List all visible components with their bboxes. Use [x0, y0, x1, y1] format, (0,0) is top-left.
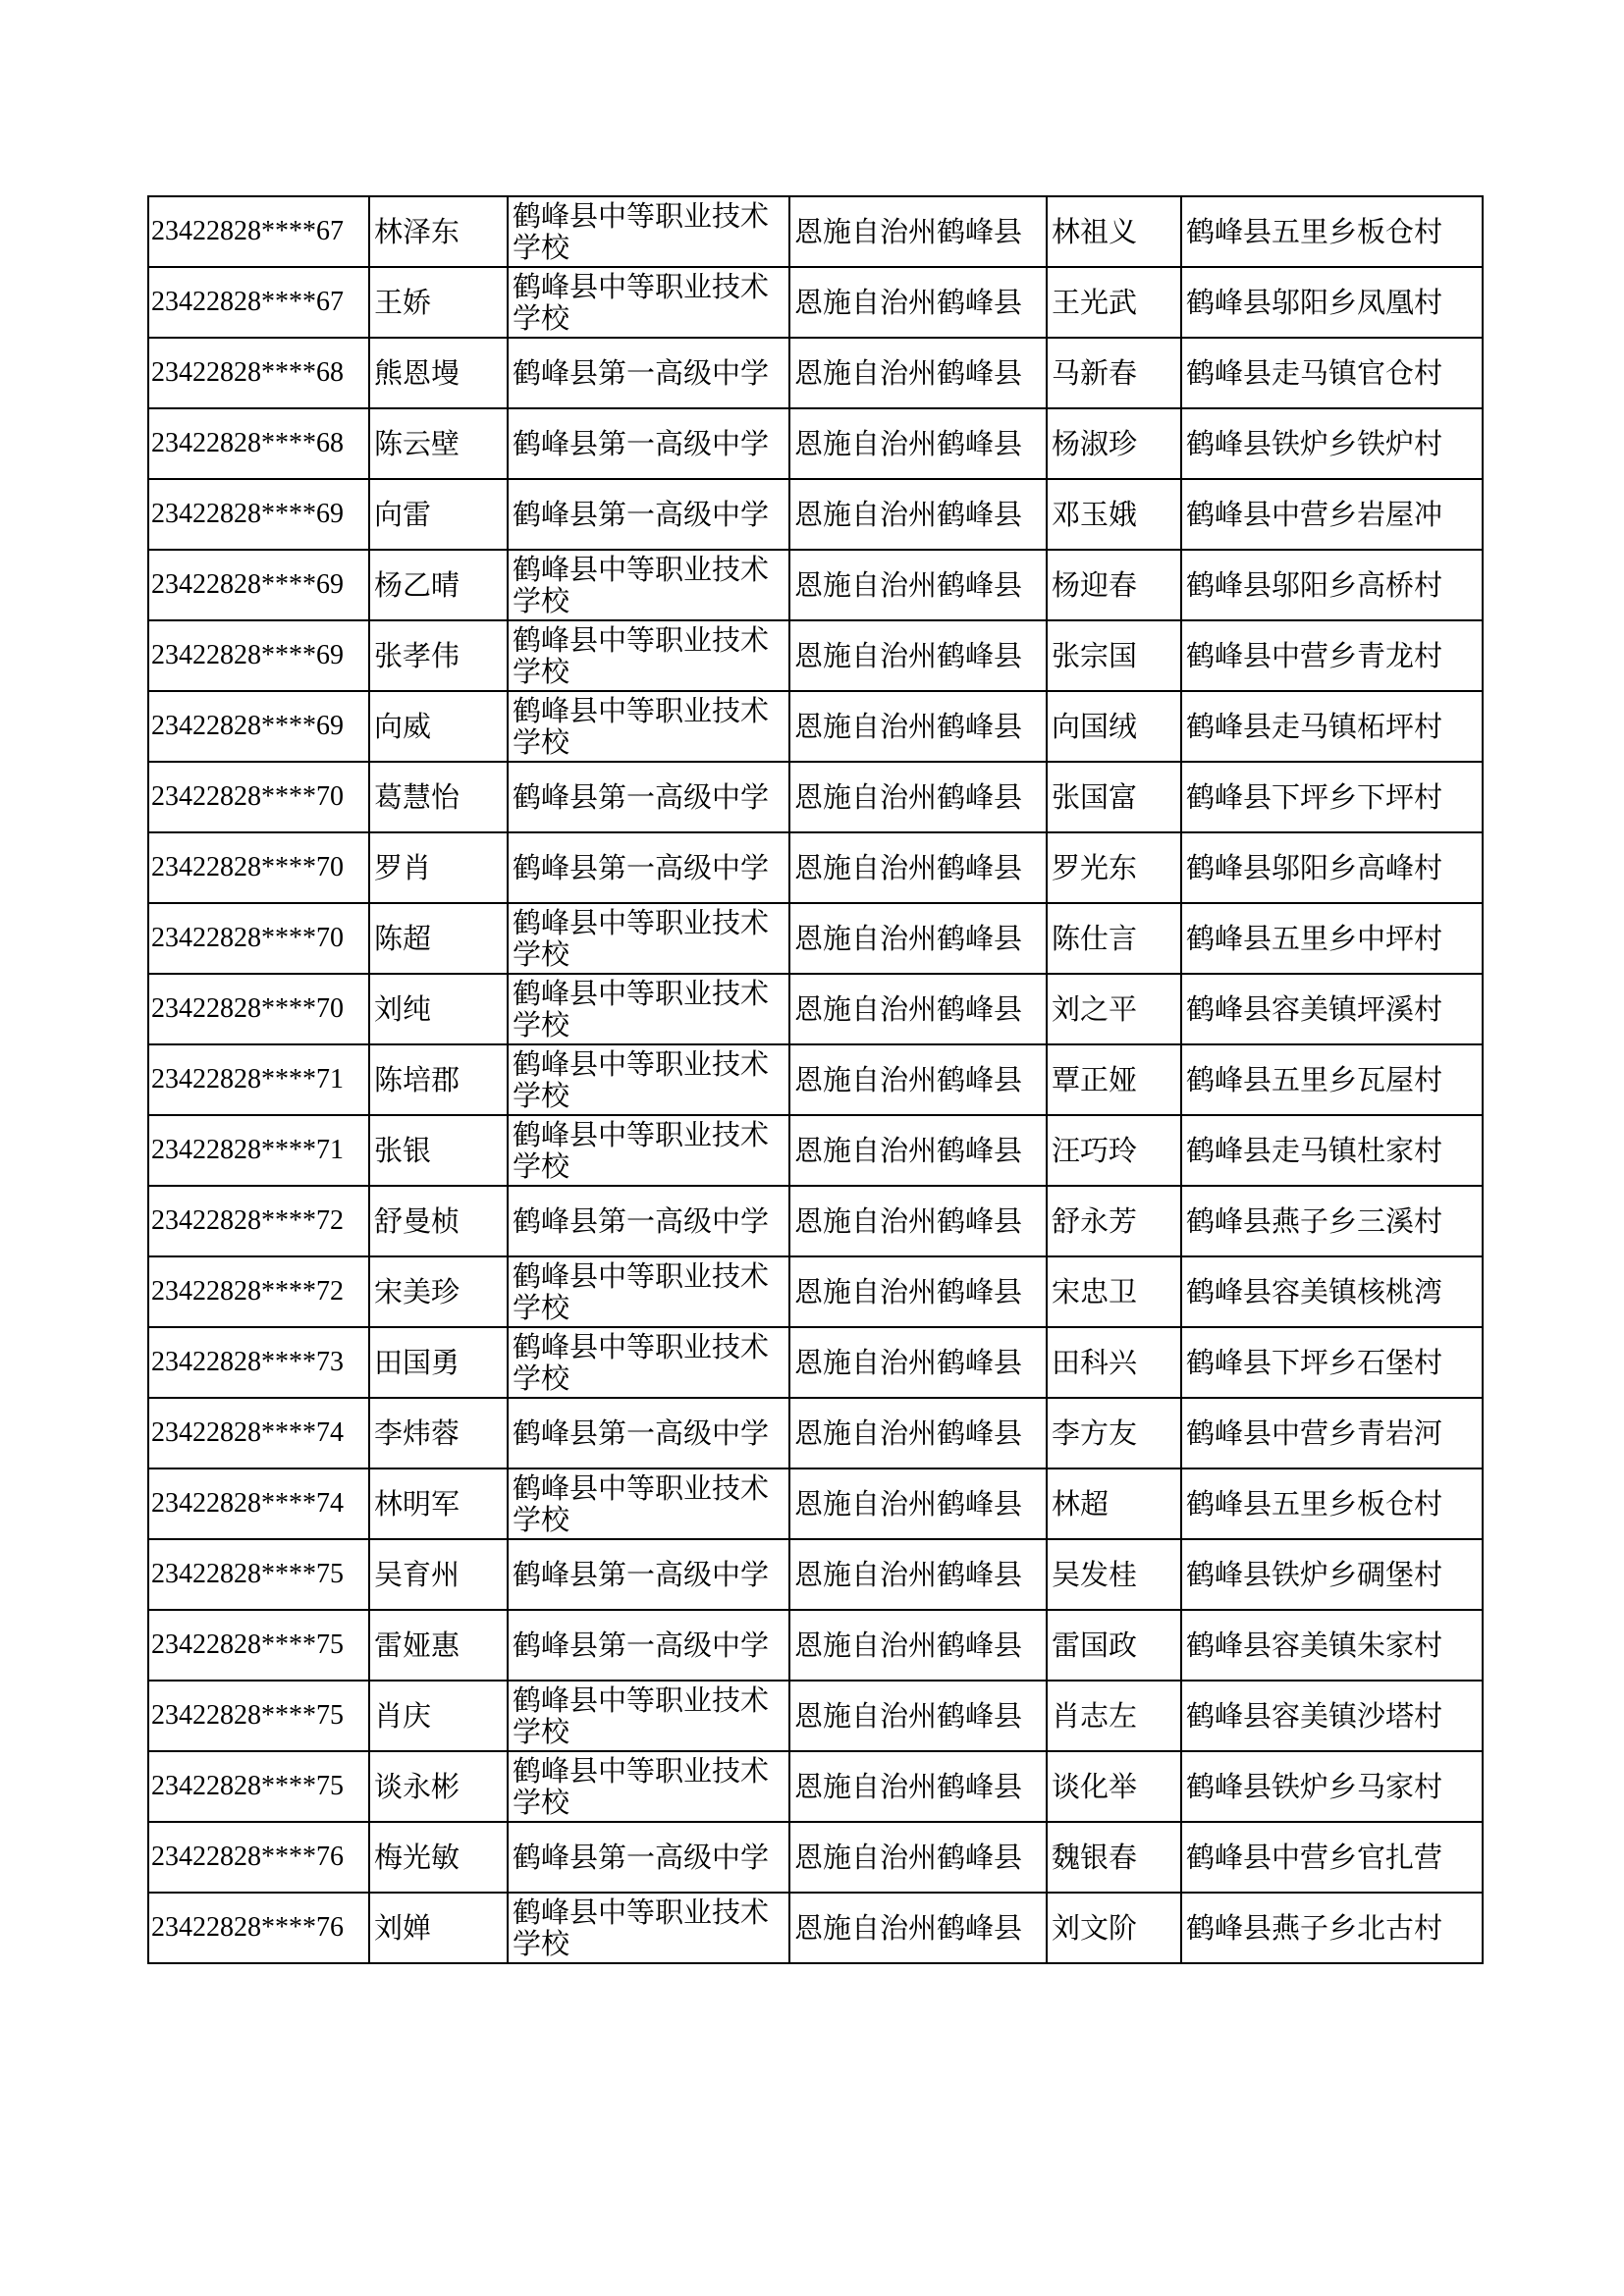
table-row — [148, 267, 1483, 338]
id-number-cell: 23422828****76 — [148, 1822, 369, 1893]
student-name-cell: 刘纯 — [369, 974, 508, 1044]
table-row — [148, 1468, 1483, 1539]
id-number-cell: 23422828****69 — [148, 479, 369, 550]
guardian-name-cell: 向国绒 — [1047, 691, 1181, 762]
guardian-name-cell: 林祖义 — [1047, 196, 1181, 267]
school-cell: 鹤峰县中等职业技术学校 — [508, 1893, 789, 1963]
region-cell: 恩施自治州鹤峰县 — [789, 1256, 1047, 1327]
address-cell: 鹤峰县中营乡青龙村 — [1181, 620, 1483, 691]
table-row — [148, 832, 1483, 903]
region-cell: 恩施自治州鹤峰县 — [789, 762, 1047, 832]
student-name-cell: 梅光敏 — [369, 1822, 508, 1893]
table-row — [148, 1044, 1483, 1115]
region-cell: 恩施自治州鹤峰县 — [789, 1681, 1047, 1751]
id-number-cell: 23422828****75 — [148, 1539, 369, 1610]
region-cell: 恩施自治州鹤峰县 — [789, 196, 1047, 267]
region-cell: 恩施自治州鹤峰县 — [789, 1539, 1047, 1610]
student-name-cell: 陈云壁 — [369, 408, 508, 479]
school-cell: 鹤峰县中等职业技术学校 — [508, 267, 789, 338]
id-number-cell: 23422828****69 — [148, 691, 369, 762]
address-cell: 鹤峰县容美镇坪溪村 — [1181, 974, 1483, 1044]
id-number-cell: 23422828****69 — [148, 550, 369, 620]
guardian-name-cell: 宋忠卫 — [1047, 1256, 1181, 1327]
student-name-cell: 肖庆 — [369, 1681, 508, 1751]
id-number-cell: 23422828****75 — [148, 1681, 369, 1751]
region-cell: 恩施自治州鹤峰县 — [789, 267, 1047, 338]
school-cell: 鹤峰县中等职业技术学校 — [508, 1327, 789, 1398]
student-name-cell: 林明军 — [369, 1468, 508, 1539]
school-cell: 鹤峰县第一高级中学 — [508, 832, 789, 903]
school-cell: 鹤峰县中等职业技术学校 — [508, 903, 789, 974]
region-cell: 恩施自治州鹤峰县 — [789, 1822, 1047, 1893]
student-name-cell: 杨乙晴 — [369, 550, 508, 620]
guardian-name-cell: 张宗国 — [1047, 620, 1181, 691]
guardian-name-cell: 刘之平 — [1047, 974, 1181, 1044]
region-cell: 恩施自治州鹤峰县 — [789, 620, 1047, 691]
id-number-cell: 23422828****67 — [148, 196, 369, 267]
school-cell: 鹤峰县第一高级中学 — [508, 1822, 789, 1893]
guardian-name-cell: 马新春 — [1047, 338, 1181, 408]
student-name-cell: 雷娅惠 — [369, 1610, 508, 1681]
table-row — [148, 196, 1483, 267]
table-row — [148, 1398, 1483, 1468]
region-cell: 恩施自治州鹤峰县 — [789, 479, 1047, 550]
student-name-cell: 谈永彬 — [369, 1751, 508, 1822]
table-row — [148, 479, 1483, 550]
student-name-cell: 王娇 — [369, 267, 508, 338]
roster-body — [148, 196, 1483, 1963]
region-cell: 恩施自治州鹤峰县 — [789, 1468, 1047, 1539]
id-number-cell: 23422828****75 — [148, 1610, 369, 1681]
school-cell: 鹤峰县中等职业技术学校 — [508, 974, 789, 1044]
id-number-cell: 23422828****70 — [148, 903, 369, 974]
region-cell: 恩施自治州鹤峰县 — [789, 550, 1047, 620]
id-number-cell: 23422828****74 — [148, 1398, 369, 1468]
guardian-name-cell: 魏银春 — [1047, 1822, 1181, 1893]
id-number-cell: 23422828****74 — [148, 1468, 369, 1539]
guardian-name-cell: 林超 — [1047, 1468, 1181, 1539]
address-cell: 鹤峰县五里乡板仓村 — [1181, 196, 1483, 267]
region-cell: 恩施自治州鹤峰县 — [789, 974, 1047, 1044]
table-row — [148, 1186, 1483, 1256]
guardian-name-cell: 谈化举 — [1047, 1751, 1181, 1822]
school-cell: 鹤峰县中等职业技术学校 — [508, 1681, 789, 1751]
region-cell: 恩施自治州鹤峰县 — [789, 1610, 1047, 1681]
table-row — [148, 408, 1483, 479]
address-cell: 鹤峰县中营乡官扎营 — [1181, 1822, 1483, 1893]
region-cell: 恩施自治州鹤峰县 — [789, 1044, 1047, 1115]
student-name-cell: 葛慧怡 — [369, 762, 508, 832]
address-cell: 鹤峰县邬阳乡高桥村 — [1181, 550, 1483, 620]
address-cell: 鹤峰县五里乡中坪村 — [1181, 903, 1483, 974]
id-number-cell: 23422828****70 — [148, 832, 369, 903]
address-cell: 鹤峰县下坪乡石堡村 — [1181, 1327, 1483, 1398]
id-number-cell: 23422828****72 — [148, 1256, 369, 1327]
roster-table — [147, 195, 1484, 1964]
id-number-cell: 23422828****75 — [148, 1751, 369, 1822]
id-number-cell: 23422828****68 — [148, 338, 369, 408]
table-row — [148, 620, 1483, 691]
table-row — [148, 1610, 1483, 1681]
address-cell: 鹤峰县邬阳乡凤凰村 — [1181, 267, 1483, 338]
region-cell: 恩施自治州鹤峰县 — [789, 1186, 1047, 1256]
address-cell: 鹤峰县燕子乡三溪村 — [1181, 1186, 1483, 1256]
region-cell: 恩施自治州鹤峰县 — [789, 338, 1047, 408]
table-row — [148, 974, 1483, 1044]
guardian-name-cell: 覃正娅 — [1047, 1044, 1181, 1115]
student-name-cell: 罗肖 — [369, 832, 508, 903]
school-cell: 鹤峰县第一高级中学 — [508, 338, 789, 408]
id-number-cell: 23422828****70 — [148, 762, 369, 832]
school-cell: 鹤峰县第一高级中学 — [508, 1610, 789, 1681]
table-row — [148, 1751, 1483, 1822]
address-cell: 鹤峰县中营乡岩屋冲 — [1181, 479, 1483, 550]
guardian-name-cell: 汪巧玲 — [1047, 1115, 1181, 1186]
school-cell: 鹤峰县中等职业技术学校 — [508, 620, 789, 691]
id-number-cell: 23422828****70 — [148, 974, 369, 1044]
id-number-cell: 23422828****71 — [148, 1044, 369, 1115]
region-cell: 恩施自治州鹤峰县 — [789, 1893, 1047, 1963]
student-name-cell: 林泽东 — [369, 196, 508, 267]
address-cell: 鹤峰县邬阳乡高峰村 — [1181, 832, 1483, 903]
guardian-name-cell: 舒永芳 — [1047, 1186, 1181, 1256]
table-row — [148, 903, 1483, 974]
guardian-name-cell: 王光武 — [1047, 267, 1181, 338]
table-row — [148, 1256, 1483, 1327]
address-cell: 鹤峰县铁炉乡碉堡村 — [1181, 1539, 1483, 1610]
table-row — [148, 338, 1483, 408]
address-cell: 鹤峰县走马镇柘坪村 — [1181, 691, 1483, 762]
address-cell: 鹤峰县容美镇朱家村 — [1181, 1610, 1483, 1681]
address-cell: 鹤峰县五里乡瓦屋村 — [1181, 1044, 1483, 1115]
student-name-cell: 舒曼桢 — [369, 1186, 508, 1256]
table-row — [148, 691, 1483, 762]
school-cell: 鹤峰县中等职业技术学校 — [508, 1751, 789, 1822]
id-number-cell: 23422828****71 — [148, 1115, 369, 1186]
table-row — [148, 762, 1483, 832]
table-row — [148, 1822, 1483, 1893]
student-name-cell: 李炜蓉 — [369, 1398, 508, 1468]
region-cell: 恩施自治州鹤峰县 — [789, 903, 1047, 974]
student-name-cell: 向雷 — [369, 479, 508, 550]
address-cell: 鹤峰县下坪乡下坪村 — [1181, 762, 1483, 832]
region-cell: 恩施自治州鹤峰县 — [789, 691, 1047, 762]
school-cell: 鹤峰县第一高级中学 — [508, 1398, 789, 1468]
guardian-name-cell: 张国富 — [1047, 762, 1181, 832]
student-name-cell: 张孝伟 — [369, 620, 508, 691]
id-number-cell: 23422828****76 — [148, 1893, 369, 1963]
address-cell: 鹤峰县五里乡板仓村 — [1181, 1468, 1483, 1539]
student-name-cell: 陈超 — [369, 903, 508, 974]
school-cell: 鹤峰县第一高级中学 — [508, 408, 789, 479]
region-cell: 恩施自治州鹤峰县 — [789, 1398, 1047, 1468]
region-cell: 恩施自治州鹤峰县 — [789, 1327, 1047, 1398]
table-row — [148, 1539, 1483, 1610]
student-name-cell: 宋美珍 — [369, 1256, 508, 1327]
school-cell: 鹤峰县中等职业技术学校 — [508, 1044, 789, 1115]
guardian-name-cell: 陈仕言 — [1047, 903, 1181, 974]
region-cell: 恩施自治州鹤峰县 — [789, 408, 1047, 479]
region-cell: 恩施自治州鹤峰县 — [789, 1115, 1047, 1186]
school-cell: 鹤峰县中等职业技术学校 — [508, 691, 789, 762]
student-name-cell: 陈培郡 — [369, 1044, 508, 1115]
guardian-name-cell: 杨迎春 — [1047, 550, 1181, 620]
student-name-cell: 田国勇 — [369, 1327, 508, 1398]
guardian-name-cell: 邓玉娥 — [1047, 479, 1181, 550]
guardian-name-cell: 吴发桂 — [1047, 1539, 1181, 1610]
id-number-cell: 23422828****72 — [148, 1186, 369, 1256]
id-number-cell: 23422828****68 — [148, 408, 369, 479]
id-number-cell: 23422828****69 — [148, 620, 369, 691]
table-row — [148, 550, 1483, 620]
student-name-cell: 熊恩墁 — [369, 338, 508, 408]
school-cell: 鹤峰县中等职业技术学校 — [508, 196, 789, 267]
guardian-name-cell: 雷国政 — [1047, 1610, 1181, 1681]
student-name-cell: 刘婵 — [369, 1893, 508, 1963]
school-cell: 鹤峰县中等职业技术学校 — [508, 1256, 789, 1327]
table-row — [148, 1115, 1483, 1186]
school-cell: 鹤峰县中等职业技术学校 — [508, 1115, 789, 1186]
address-cell: 鹤峰县容美镇核桃湾 — [1181, 1256, 1483, 1327]
guardian-name-cell: 肖志左 — [1047, 1681, 1181, 1751]
table-row — [148, 1327, 1483, 1398]
id-number-cell: 23422828****67 — [148, 267, 369, 338]
student-name-cell: 吴育州 — [369, 1539, 508, 1610]
region-cell: 恩施自治州鹤峰县 — [789, 1751, 1047, 1822]
address-cell: 鹤峰县容美镇沙塔村 — [1181, 1681, 1483, 1751]
school-cell: 鹤峰县第一高级中学 — [508, 1539, 789, 1610]
guardian-name-cell: 杨淑珍 — [1047, 408, 1181, 479]
guardian-name-cell: 李方友 — [1047, 1398, 1181, 1468]
school-cell: 鹤峰县中等职业技术学校 — [508, 1468, 789, 1539]
guardian-name-cell: 田科兴 — [1047, 1327, 1181, 1398]
table-row — [148, 1893, 1483, 1963]
address-cell: 鹤峰县铁炉乡铁炉村 — [1181, 408, 1483, 479]
address-cell: 鹤峰县中营乡青岩河 — [1181, 1398, 1483, 1468]
school-cell: 鹤峰县第一高级中学 — [508, 479, 789, 550]
id-number-cell: 23422828****73 — [148, 1327, 369, 1398]
address-cell: 鹤峰县铁炉乡马家村 — [1181, 1751, 1483, 1822]
school-cell: 鹤峰县第一高级中学 — [508, 762, 789, 832]
region-cell: 恩施自治州鹤峰县 — [789, 832, 1047, 903]
address-cell: 鹤峰县燕子乡北古村 — [1181, 1893, 1483, 1963]
school-cell: 鹤峰县第一高级中学 — [508, 1186, 789, 1256]
guardian-name-cell: 罗光东 — [1047, 832, 1181, 903]
student-name-cell: 张银 — [369, 1115, 508, 1186]
guardian-name-cell: 刘文阶 — [1047, 1893, 1181, 1963]
table-row — [148, 1681, 1483, 1751]
student-name-cell: 向威 — [369, 691, 508, 762]
address-cell: 鹤峰县走马镇杜家村 — [1181, 1115, 1483, 1186]
school-cell: 鹤峰县中等职业技术学校 — [508, 550, 789, 620]
address-cell: 鹤峰县走马镇官仓村 — [1181, 338, 1483, 408]
